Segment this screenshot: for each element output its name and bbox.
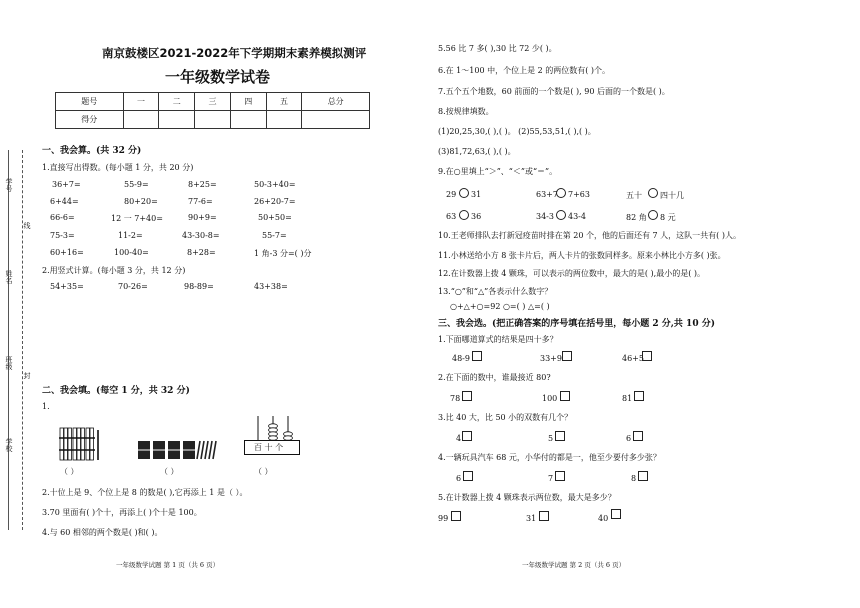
choice-question-5: 5.在计数器上拨 4 颗珠表示两位数，最大是多少？ [438, 493, 616, 502]
answer-box[interactable] [463, 471, 473, 481]
fill-question-1: 1. [42, 402, 50, 411]
choice-question-2: 2.在下面的数中，谁最接近 80? [438, 373, 551, 382]
calc-item: 36+7= [52, 180, 81, 189]
fill-question-8: 8.按规律填数。 [438, 107, 494, 116]
vertical-calc-item: 98-89= [184, 282, 214, 291]
answer-box[interactable] [462, 391, 472, 401]
binding-line-left [8, 150, 9, 530]
answer-paren: （ ） [160, 467, 179, 476]
choice-option: 78 [450, 394, 461, 403]
answer-box[interactable] [634, 391, 644, 401]
page-footer: 一年级数学试题 第 1 页（共 6 页） [116, 561, 220, 569]
sticks-bundles-figure [58, 424, 108, 464]
fill-question-3: 3.70 里面有( )个十，再添上( )个十是 100。 [42, 508, 202, 517]
compare-right: 8 元 [660, 213, 676, 222]
score-cell[interactable] [266, 111, 302, 129]
score-table-header-row [56, 93, 370, 111]
score-row-label: 得分 [56, 111, 124, 129]
exam-title: 南京鼓楼区2021-2022年下学期期末素养模拟测评 [102, 46, 367, 60]
compare-left: 82 角 [626, 213, 647, 222]
section-1-heading: 一、我会算。(共 32 分) [42, 146, 142, 156]
calc-item: 43-30-8= [182, 231, 220, 240]
choice-option: 6 [456, 474, 462, 483]
compare-circle[interactable] [556, 188, 566, 198]
calc-item: 80+20= [124, 197, 158, 206]
calc-item: 26+20-7= [254, 197, 296, 206]
answer-box[interactable] [642, 351, 652, 361]
compare-circle[interactable] [459, 210, 469, 220]
score-header: 总分 [302, 93, 370, 111]
calc-item: 77-6= [188, 197, 213, 206]
answer-box[interactable] [472, 351, 482, 361]
calc-item: 66-6= [50, 213, 75, 222]
fill-question-13-a: ○+△+○=92 ○=( ) △=( ) [450, 302, 550, 311]
answer-paren: （ ） [60, 467, 79, 476]
score-header: 四 [230, 93, 266, 111]
choice-question-4: 4.一辆玩具汽车 68 元，小华付的都是一，他至少要付多少张？ [438, 453, 661, 462]
score-header: 一 [123, 93, 159, 111]
vertical-calc-item: 54+35= [50, 282, 84, 291]
calc-item: 50+50= [258, 213, 292, 222]
compare-left: 五十 [626, 191, 642, 200]
answer-box[interactable] [611, 509, 621, 519]
calc-item: 90+9= [188, 213, 217, 222]
compare-right: 31 [471, 190, 482, 199]
answer-box[interactable] [560, 391, 570, 401]
score-cell[interactable] [195, 111, 231, 129]
choice-option: 5 [548, 434, 554, 443]
score-header: 五 [266, 93, 302, 111]
fill-question-9: 9.在○里填上“＞”、“＜”或“＝”。 [438, 167, 558, 176]
section-1-part-1: 1.直接写出得数。(每小题 1 分，共 20 分) [42, 163, 194, 172]
choice-option: 99 [438, 514, 449, 523]
compare-circle[interactable] [648, 188, 658, 198]
compare-right: 43-4 [568, 212, 586, 221]
choice-option: 31 [526, 514, 537, 523]
compare-left: 34-3 [536, 212, 554, 221]
compare-circle[interactable] [459, 188, 469, 198]
score-cell[interactable] [230, 111, 266, 129]
page-footer: 一年级数学试题 第 2 页（共 6 页） [522, 561, 626, 569]
choice-option: 100 [542, 394, 558, 403]
fill-question-4: 4.与 60 相邻的两个数是( )和( )。 [42, 528, 163, 537]
answer-box[interactable] [539, 511, 549, 521]
calc-item: 1 角-3 分=( )分 [254, 249, 312, 258]
choice-option: 7 [548, 474, 554, 483]
vertical-calc-item: 70-26= [118, 282, 148, 291]
fill-question-5: 5.56 比 7 多( ),30 比 72 少( )。 [438, 44, 557, 53]
binding-dashed-line [22, 150, 23, 530]
section-2-heading: 二、我会填。(每空 1 分，共 32 分) [42, 386, 190, 396]
choice-question-3: 3.比 40 大，比 50 小的双数有几个？ [438, 413, 573, 422]
calc-item: 60+16= [50, 248, 84, 257]
score-table-score-row [56, 111, 370, 129]
calc-item: 100-40= [114, 248, 149, 257]
choice-option: 8 [631, 474, 637, 483]
answer-box[interactable] [462, 431, 472, 441]
choice-question-1: 1.下面哪道算式的结果是四十多？ [438, 335, 558, 344]
answer-box[interactable] [555, 471, 565, 481]
vertical-calc-item: 43+38= [254, 282, 288, 291]
calc-item: 8+25= [188, 180, 217, 189]
answer-box[interactable] [638, 471, 648, 481]
compare-right: 36 [471, 212, 482, 221]
label-xingming: 姓名 [5, 270, 13, 284]
choice-option: 46+5 [622, 354, 644, 363]
calc-item: 12 一 7+40= [111, 214, 163, 223]
compare-left: 63+7 [536, 190, 558, 199]
choice-option: 6 [626, 434, 632, 443]
score-table [55, 92, 370, 129]
answer-box[interactable] [555, 431, 565, 441]
abacus-label: 百 十 个 [254, 443, 284, 452]
answer-box[interactable] [562, 351, 572, 361]
label-xuexiao: 学校 [5, 438, 13, 452]
calc-item: 6+44= [50, 197, 79, 206]
fill-question-13: 13.“○”和“△”各表示什么数字？ [438, 287, 553, 296]
score-cell[interactable] [302, 111, 370, 129]
calc-item: 55-7= [262, 231, 287, 240]
section-1-part-2: 2.用竖式计算。(每小题 3 分，共 12 分) [42, 266, 186, 275]
section-3-heading: 三、我会选。(把正确答案的序号填在括号里，每小题 2 分,共 10 分) [438, 319, 715, 329]
label-banji: 班级 [5, 356, 13, 370]
compare-right: 四十几 [660, 191, 684, 200]
answer-paren: （ ） [254, 467, 273, 476]
choice-option: 4 [456, 434, 462, 443]
compare-right: 7+63 [568, 190, 590, 199]
fill-question-10: 10.王老师排队去打新冠疫苗时排在第 20 个，他的后面还有 7 人，这队一共有( )人。 [438, 231, 741, 240]
fill-question-6: 6.在 1～100 中，个位上是 2 的两位数有( )个。 [438, 66, 611, 75]
compare-circle[interactable] [648, 210, 658, 220]
choice-option: 40 [598, 514, 609, 523]
fill-question-8-a: (1)20,25,30,( ),( )。 (2)55,53,51,( ),( )。 [438, 127, 596, 136]
score-header: 题号 [56, 93, 124, 111]
score-cell[interactable] [123, 111, 159, 129]
answer-box[interactable] [633, 431, 643, 441]
fill-question-11: 11.小林送给小方 8 张卡片后，两人卡片的张数同样多。原来小林比小方多( )张。 [438, 251, 726, 260]
label-feng: 封 [23, 372, 31, 379]
score-header: 二 [159, 93, 195, 111]
choice-option: 81 [622, 394, 633, 403]
calc-item: 75-3= [50, 231, 75, 240]
calc-item: 11-2= [118, 231, 143, 240]
fill-question-2: 2.十位上是 9、个位上是 8 的数是( ),它再添上 1 是（ ）。 [42, 488, 248, 497]
answer-box[interactable] [451, 511, 461, 521]
calc-item: 50-3+40= [254, 180, 296, 189]
label-xian: 线 [23, 222, 31, 229]
label-xuehao: 学号 [5, 178, 13, 192]
fill-question-8-b: (3)81,72,63,( ),( )。 [438, 147, 516, 156]
choice-option: 48-9 [452, 354, 470, 363]
rod-bundles-figure [136, 438, 226, 462]
calc-item: 8+28= [187, 248, 216, 257]
compare-left: 63 [446, 212, 457, 221]
compare-left: 29 [446, 190, 457, 199]
fill-question-12: 12.在计数器上拨 4 颗珠，可以表示的两位数中，最大的是( ),最小的是( )。 [438, 269, 706, 278]
score-header: 三 [195, 93, 231, 111]
score-cell[interactable] [159, 111, 195, 129]
exam-subtitle: 一年级数学试卷 [165, 68, 271, 86]
calc-item: 55-9= [124, 180, 149, 189]
choice-option: 33+9 [540, 354, 562, 363]
fill-question-7: 7.五个五个地数，60 前面的一个数是( ), 90 后面的一个数是( )。 [438, 87, 670, 96]
compare-circle[interactable] [556, 210, 566, 220]
